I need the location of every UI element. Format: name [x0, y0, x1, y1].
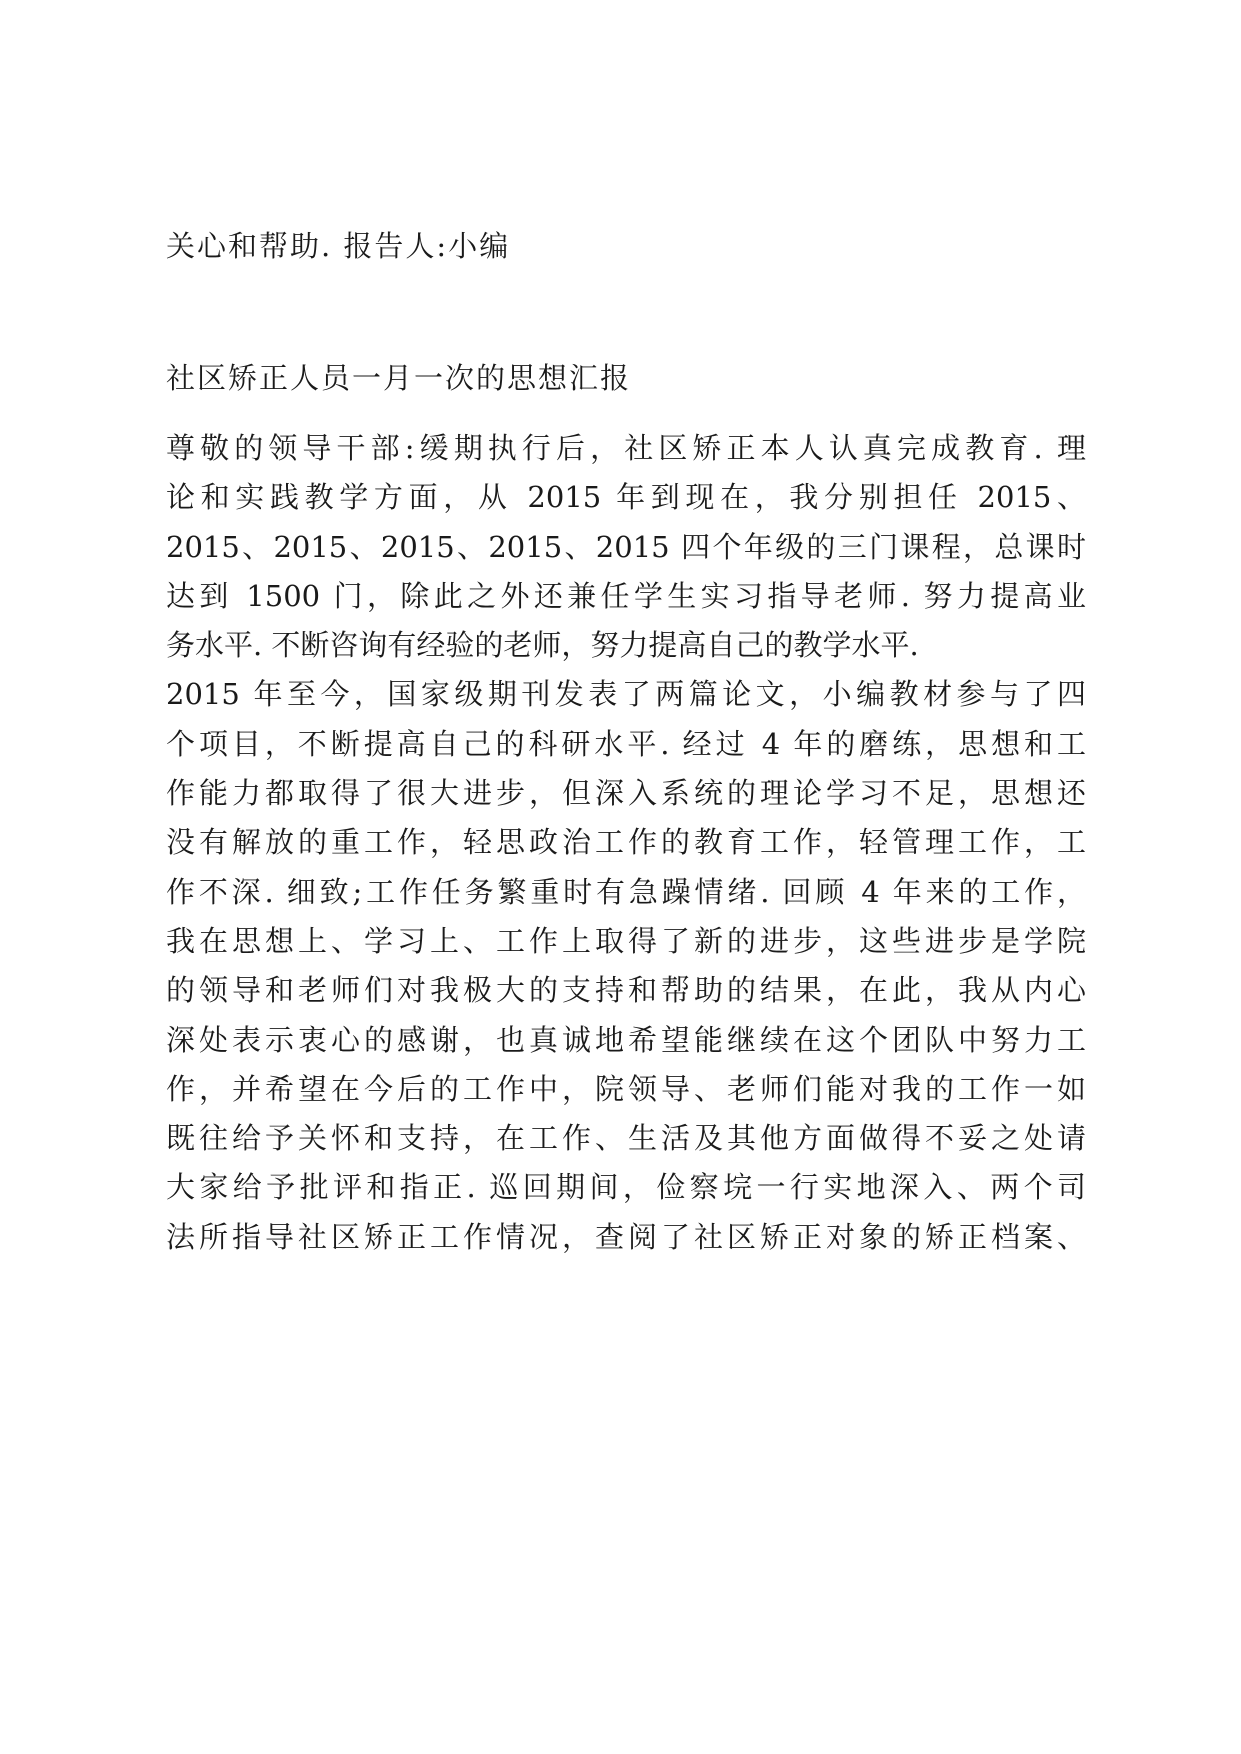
report-body — [166, 424, 1086, 1262]
body-line: 作，并希望在今后的工作中，院领导、老师们能对我的工作一如 — [166, 1071, 1086, 1106]
body-line: 大家给予批评和指正. 巡回期间，俭察垸一行实地深入、两个司 — [166, 1170, 1086, 1205]
body-line: 没有解放的重工作，轻思政治工作的教育工作，轻管理工作，工 — [166, 825, 1086, 860]
body-line: 我在思想上、学习上、工作上取得了新的进步，这些进步是学院 — [166, 923, 1086, 958]
body-line: 个项目，不断提高自己的科研水平. 经过 4 年的磨练，思想和工 — [166, 726, 1086, 761]
body-line: 务水平. 不断咨询有经验的老师，努力提高自己的教学水平. — [166, 628, 919, 663]
report-title: 社区矫正人员一月一次的思想汇报 — [166, 361, 632, 395]
body-line: 深处表示衷心的感谢，也真诚地希望能继续在这个团队中努力工 — [166, 1022, 1086, 1057]
body-line: 既往给予关怀和支持，在工作、生活及其他方面做得不妥之处请 — [166, 1121, 1086, 1156]
body-line: 2015、2015、2015、2015、2015 四个年级的三门课程，总课时 — [166, 529, 1086, 564]
body-line: 作能力都取得了很大进步，但深入系统的理论学习不足，思想还 — [166, 776, 1086, 811]
body-line: 达到 1500 门，除此之外还兼任学生实习指导老师. 努力提高业 — [166, 578, 1086, 613]
body-line: 作不深. 细致;工作任务繁重时有急躁情绪. 回顾 4 年来的工作， — [166, 874, 1086, 909]
body-line: 尊敬的领导干部:缓期执行后，社区矫正本人认真完成教育. 理 — [166, 431, 1086, 465]
body-line: 的领导和老师们对我极大的支持和帮助的结果，在此，我从内心 — [166, 973, 1086, 1008]
body-line: 法所指导社区矫正工作情况，查阅了社区矫正对象的矫正档案、 — [166, 1219, 1086, 1254]
closing-line: 关心和帮助. 报告人:小编 — [166, 229, 511, 263]
body-line: 2015 年至今，国家级期刊发表了两篇论文，小编教材参与了四 — [166, 677, 1086, 712]
body-line: 论和实践教学方面，从 2015 年到现在，我分别担任 2015、 — [166, 480, 1086, 515]
